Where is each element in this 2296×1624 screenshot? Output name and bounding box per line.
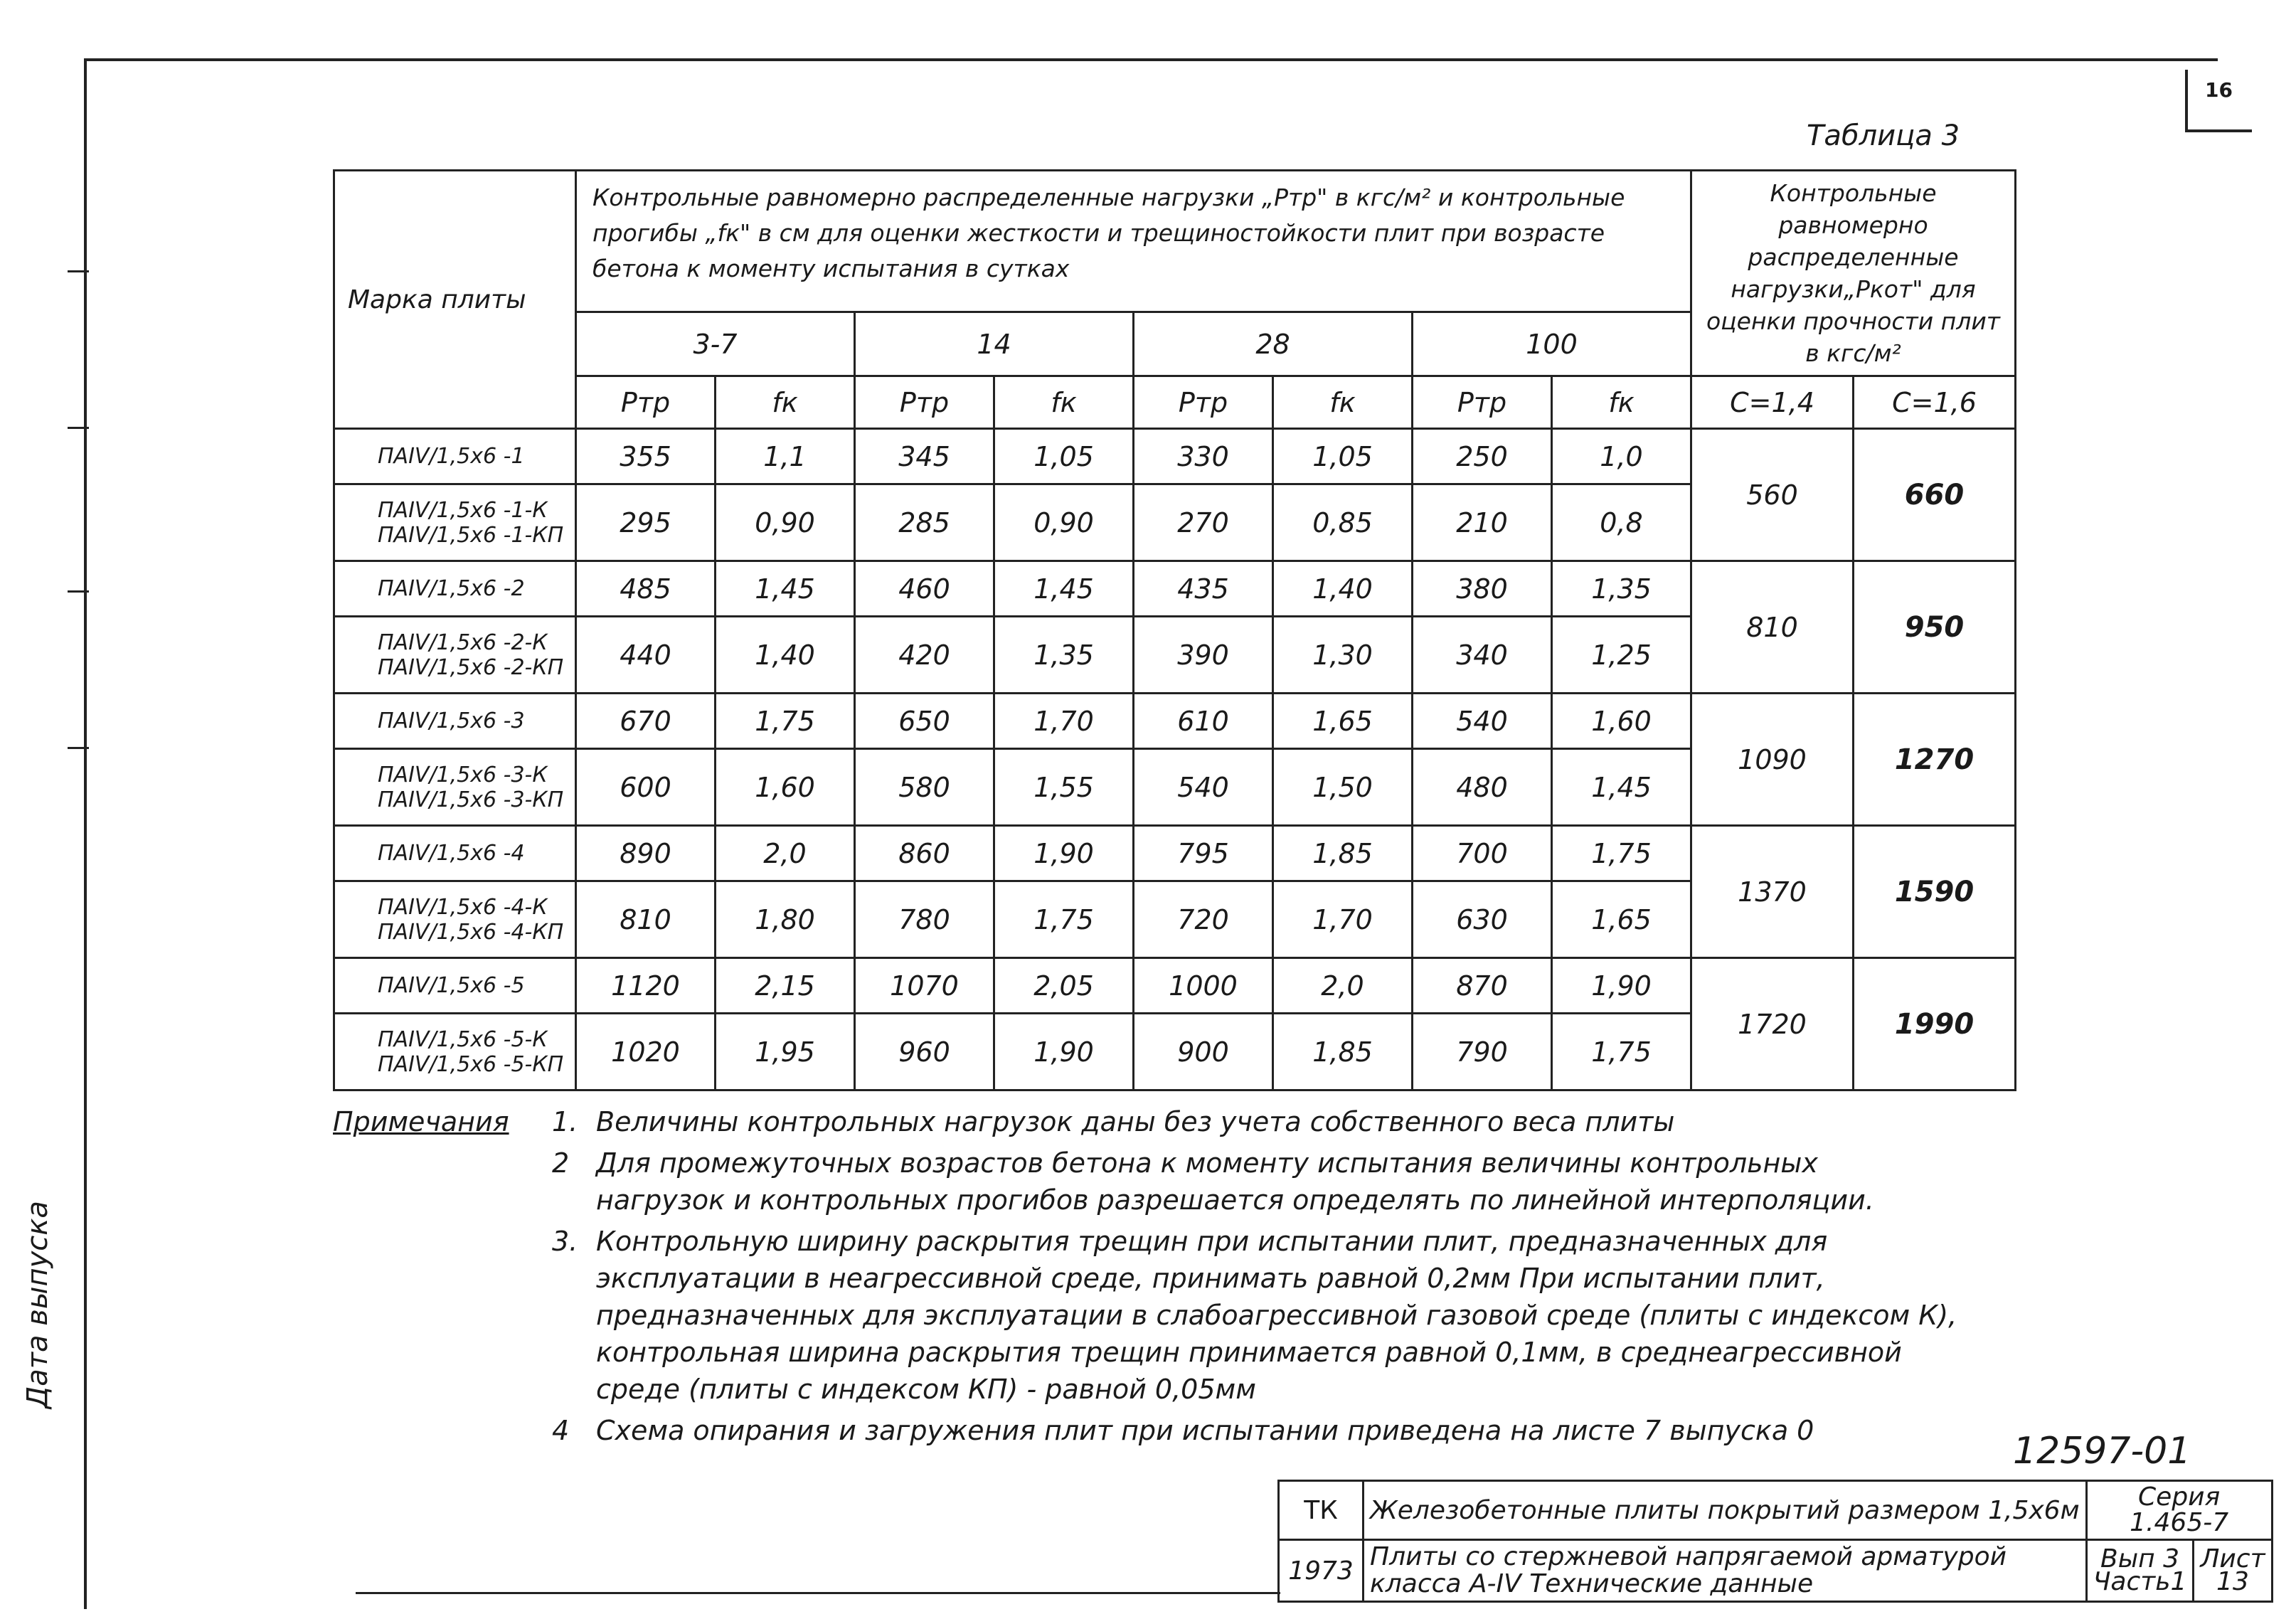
- plate-brand: ПАIV/1,5х6 -2-КП: [378, 654, 564, 680]
- plate-brand-cell: [334, 484, 576, 561]
- plate-brand-cell: [334, 958, 576, 1014]
- deflection-value-cell: 1,95: [716, 1014, 855, 1090]
- load-value-cell: 860: [855, 826, 994, 881]
- deflection-value-cell: 2,0: [716, 826, 855, 881]
- load-value-cell: 210: [1413, 484, 1552, 561]
- plate-brand: ПАIV/1,5х6 -1-КП: [378, 522, 564, 548]
- note-text-line: предназначенных для эксплуатации в слабоагрессивной газовой среде (плиты с индексом К),: [596, 1300, 1957, 1331]
- deflection-value-cell: 1,90: [994, 826, 1134, 881]
- table-row: [334, 826, 2016, 881]
- sheet-number: 16: [2205, 78, 2233, 102]
- deflection-value-cell: 2,15: [716, 958, 855, 1014]
- note-number: 3.: [552, 1226, 578, 1257]
- issue-label: Вып 3: [2100, 1544, 2180, 1573]
- deflection-value-cell: 1,65: [1552, 881, 1691, 958]
- note-text-line: контрольная ширина раскрытия трещин принимается равной 0,1мм, в среднеагрессивной: [596, 1337, 1902, 1368]
- part-label: Часть1: [2093, 1567, 2187, 1596]
- plate-brand: ПАIV/1,5х6 -3: [378, 708, 525, 733]
- sub-header-f: fк: [716, 376, 855, 429]
- table-title: Таблица 3: [1807, 120, 1960, 152]
- plate-brand: ПАIV/1,5х6 -5-К: [378, 1026, 548, 1052]
- deflection-value-cell: 1,60: [1552, 694, 1691, 749]
- sub-header-p: Pтр: [1413, 376, 1552, 429]
- plate-brand-cell: [334, 1014, 576, 1090]
- sheet-value: 13: [2216, 1567, 2249, 1596]
- sub-header-f: fк: [1552, 376, 1691, 429]
- load-value-cell: 610: [1134, 694, 1273, 749]
- sub-header-p: Pтр: [576, 376, 716, 429]
- title-block-code: ТК: [1279, 1481, 1364, 1540]
- title-block-title1: Железобетонные плиты покрытий размером 1,5х6м: [1364, 1481, 2087, 1540]
- strength-load-c14: 1370: [1691, 826, 1854, 958]
- series-value: 1.465-7: [2130, 1508, 2229, 1537]
- load-value-cell: 1000: [1134, 958, 1273, 1014]
- deflection-value-cell: 1,55: [994, 749, 1134, 826]
- load-value-cell: 345: [855, 429, 994, 484]
- deflection-value-cell: 1,85: [1273, 1014, 1413, 1090]
- title2-line2: класса А-IV Технические данные: [1370, 1569, 1814, 1598]
- c-header: C=1,4: [1691, 376, 1854, 429]
- note-text-line: нагрузок и контрольных прогибов разрешается определять по линейной интерполяции.: [596, 1184, 1874, 1216]
- note-text-line: Для промежуточных возрастов бетона к моменту испытания величины контрольных: [596, 1147, 1818, 1179]
- load-value-cell: 295: [576, 484, 716, 561]
- age-header: 14: [855, 312, 1134, 376]
- plate-brand: ПАIV/1,5х6 -4-КП: [378, 919, 564, 945]
- column-header-strength: Контрольные равномерно распределенные нагрузки„Pкот" для оценки прочности плит в кгс/м²: [1691, 171, 2016, 376]
- note-text-line: Схема опирания и загружения плит при испытании приведена на листе 7 выпуска 0: [596, 1415, 1814, 1446]
- plate-brand: ПАIV/1,5х6 -4: [378, 841, 525, 866]
- sub-header-f: fк: [1273, 376, 1413, 429]
- deflection-value-cell: 1,80: [716, 881, 855, 958]
- load-deflection-table: [333, 169, 2016, 1091]
- table-row: [334, 429, 2016, 484]
- sheet-label: Лист: [2200, 1544, 2265, 1573]
- plate-brand-cell: [334, 429, 576, 484]
- plate-brand-cell: [334, 826, 576, 881]
- plate-brand-cell: [334, 881, 576, 958]
- load-value-cell: 480: [1413, 749, 1552, 826]
- margin-tick: [68, 747, 89, 749]
- load-value-cell: 440: [576, 617, 716, 694]
- strength-load-c14: 1720: [1691, 958, 1854, 1090]
- deflection-value-cell: 1,75: [716, 694, 855, 749]
- load-value-cell: 1120: [576, 958, 716, 1014]
- deflection-value-cell: 1,85: [1273, 826, 1413, 881]
- deflection-value-cell: 1,05: [994, 429, 1134, 484]
- plate-brand-cell: [334, 617, 576, 694]
- deflection-value-cell: 2,0: [1273, 958, 1413, 1014]
- sub-header-p: Pтр: [855, 376, 994, 429]
- plate-brand: ПАIV/1,5х6 -4-К: [378, 894, 548, 920]
- strength-load-c16: 1270: [1854, 694, 2016, 826]
- plate-brand: ПАIV/1,5х6 -5-КП: [378, 1051, 564, 1077]
- plate-brand-cell: [334, 749, 576, 826]
- load-value-cell: 900: [1134, 1014, 1273, 1090]
- deflection-value-cell: 0,90: [716, 484, 855, 561]
- plate-brand-cell: [334, 561, 576, 617]
- load-value-cell: 435: [1134, 561, 1273, 617]
- deflection-value-cell: 1,70: [1273, 881, 1413, 958]
- note-text-line: Контрольную ширину раскрытия трещин при испытании плит, предназначенных для: [596, 1226, 1828, 1257]
- load-value-cell: 720: [1134, 881, 1273, 958]
- load-value-cell: 1070: [855, 958, 994, 1014]
- margin-tick: [68, 270, 89, 272]
- table-row: [334, 958, 2016, 1014]
- deflection-value-cell: 1,60: [716, 749, 855, 826]
- deflection-value-cell: 1,90: [1552, 958, 1691, 1014]
- load-value-cell: 390: [1134, 617, 1273, 694]
- deflection-value-cell: 1,50: [1273, 749, 1413, 826]
- deflection-value-cell: 1,90: [994, 1014, 1134, 1090]
- load-value-cell: 330: [1134, 429, 1273, 484]
- load-value-cell: 380: [1413, 561, 1552, 617]
- deflection-value-cell: 1,45: [994, 561, 1134, 617]
- page-border-bottom: [356, 1592, 1280, 1594]
- load-value-cell: 790: [1413, 1014, 1552, 1090]
- load-value-cell: 540: [1134, 749, 1273, 826]
- table-row: [334, 694, 2016, 749]
- deflection-value-cell: 1,75: [1552, 1014, 1691, 1090]
- strength-load-c16: 950: [1854, 561, 2016, 694]
- load-value-cell: 700: [1413, 826, 1552, 881]
- load-value-cell: 355: [576, 429, 716, 484]
- load-value-cell: 285: [855, 484, 994, 561]
- deflection-value-cell: 1,30: [1273, 617, 1413, 694]
- deflection-value-cell: 1,45: [1552, 749, 1691, 826]
- note-number: 2: [552, 1147, 570, 1179]
- strength-load-c16: 660: [1854, 429, 2016, 561]
- deflection-value-cell: 1,05: [1273, 429, 1413, 484]
- deflection-value-cell: 1,25: [1552, 617, 1691, 694]
- title2-line1: Плиты со стержневой напрягаемой арматурой: [1370, 1542, 2007, 1571]
- load-value-cell: 420: [855, 617, 994, 694]
- series-label: Серия: [2138, 1482, 2221, 1512]
- load-value-cell: 250: [1413, 429, 1552, 484]
- title-block-sheet: [2194, 1540, 2272, 1602]
- deflection-value-cell: 1,35: [994, 617, 1134, 694]
- deflection-value-cell: 1,40: [1273, 561, 1413, 617]
- deflection-value-cell: 1,75: [994, 881, 1134, 958]
- deflection-value-cell: 1,40: [716, 617, 855, 694]
- strength-load-c14: 1090: [1691, 694, 1854, 826]
- table-row: [334, 561, 2016, 617]
- note-number: 4: [552, 1415, 570, 1446]
- load-value-cell: 870: [1413, 958, 1552, 1014]
- load-value-cell: 890: [576, 826, 716, 881]
- plate-brand: ПАIV/1,5х6 -1-К: [378, 497, 548, 523]
- page-border-top: [84, 58, 2218, 61]
- document-code: 12597-01: [2013, 1430, 2191, 1472]
- load-value-cell: 540: [1413, 694, 1552, 749]
- deflection-value-cell: 2,05: [994, 958, 1134, 1014]
- deflection-value-cell: 0,85: [1273, 484, 1413, 561]
- load-value-cell: 795: [1134, 826, 1273, 881]
- load-value-cell: 960: [855, 1014, 994, 1090]
- plate-brand: ПАIV/1,5х6 -2-К: [378, 630, 548, 655]
- note-text-line: среде (плиты с индексом КП) - равной 0,05мм: [596, 1374, 1256, 1405]
- deflection-value-cell: 1,1: [716, 429, 855, 484]
- load-value-cell: 810: [576, 881, 716, 958]
- title-block-issue: [2086, 1540, 2194, 1602]
- deflection-value-cell: 1,70: [994, 694, 1134, 749]
- age-header: 100: [1413, 312, 1691, 376]
- strength-load-c16: 1590: [1854, 826, 2016, 958]
- margin-tick: [68, 427, 89, 429]
- plate-brand: ПАIV/1,5х6 -3-КП: [378, 787, 564, 812]
- load-value-cell: 780: [855, 881, 994, 958]
- load-value-cell: 630: [1413, 881, 1552, 958]
- load-value-cell: 1020: [576, 1014, 716, 1090]
- age-header: 3-7: [576, 312, 855, 376]
- plate-brand-cell: [334, 694, 576, 749]
- title-block-year: 1973: [1279, 1540, 1364, 1602]
- title-block: [1277, 1480, 2273, 1603]
- deflection-value-cell: 1,65: [1273, 694, 1413, 749]
- plate-brand: ПАIV/1,5х6 -1: [378, 444, 525, 469]
- deflection-value-cell: 1,75: [1552, 826, 1691, 881]
- title-block-series: [2086, 1481, 2272, 1540]
- load-value-cell: 670: [576, 694, 716, 749]
- margin-tick: [68, 590, 89, 593]
- note-text-line: эксплуатации в неагрессивной среде, принимать равной 0,2мм При испытании плит,: [596, 1263, 1825, 1294]
- column-header-main: Контрольные равномерно распределенные нагрузки „Pтр" в кгс/м² и контрольные прогибы „fк" в см для оценки жесткости и трещиностойкости плит при возрасте бетона к моменту испытания в сутках: [576, 171, 1691, 312]
- deflection-value-cell: 0,90: [994, 484, 1134, 561]
- load-value-cell: 340: [1413, 617, 1552, 694]
- note-text-line: Величины контрольных нагрузок даны без учета собственного веса плиты: [596, 1106, 1675, 1137]
- deflection-value-cell: 0,8: [1552, 484, 1691, 561]
- strength-load-c14: 560: [1691, 429, 1854, 561]
- column-header-brand: Марка плиты: [334, 171, 576, 429]
- deflection-value-cell: 1,0: [1552, 429, 1691, 484]
- plate-brand: ПАIV/1,5х6 -2: [378, 576, 525, 601]
- notes-label: Примечания: [333, 1106, 509, 1137]
- side-stamp-text: Дата выпуска: [21, 1201, 54, 1408]
- sub-header-p: Pтр: [1134, 376, 1273, 429]
- load-value-cell: 650: [855, 694, 994, 749]
- note-number: 1.: [552, 1106, 578, 1137]
- c-header: C=1,6: [1854, 376, 2016, 429]
- plate-brand: ПАIV/1,5х6 -3-К: [378, 762, 548, 787]
- plate-brand: ПАIV/1,5х6 -5: [378, 973, 525, 998]
- load-value-cell: 580: [855, 749, 994, 826]
- page-border-left: [84, 58, 87, 1609]
- load-value-cell: 460: [855, 561, 994, 617]
- load-value-cell: 600: [576, 749, 716, 826]
- title-block-title2: [1364, 1540, 2087, 1602]
- deflection-value-cell: 1,45: [716, 561, 855, 617]
- strength-load-c16: 1990: [1854, 958, 2016, 1090]
- age-header: 28: [1134, 312, 1413, 376]
- deflection-value-cell: 1,35: [1552, 561, 1691, 617]
- strength-load-c14: 810: [1691, 561, 1854, 694]
- load-value-cell: 485: [576, 561, 716, 617]
- sub-header-f: fк: [994, 376, 1134, 429]
- load-value-cell: 270: [1134, 484, 1273, 561]
